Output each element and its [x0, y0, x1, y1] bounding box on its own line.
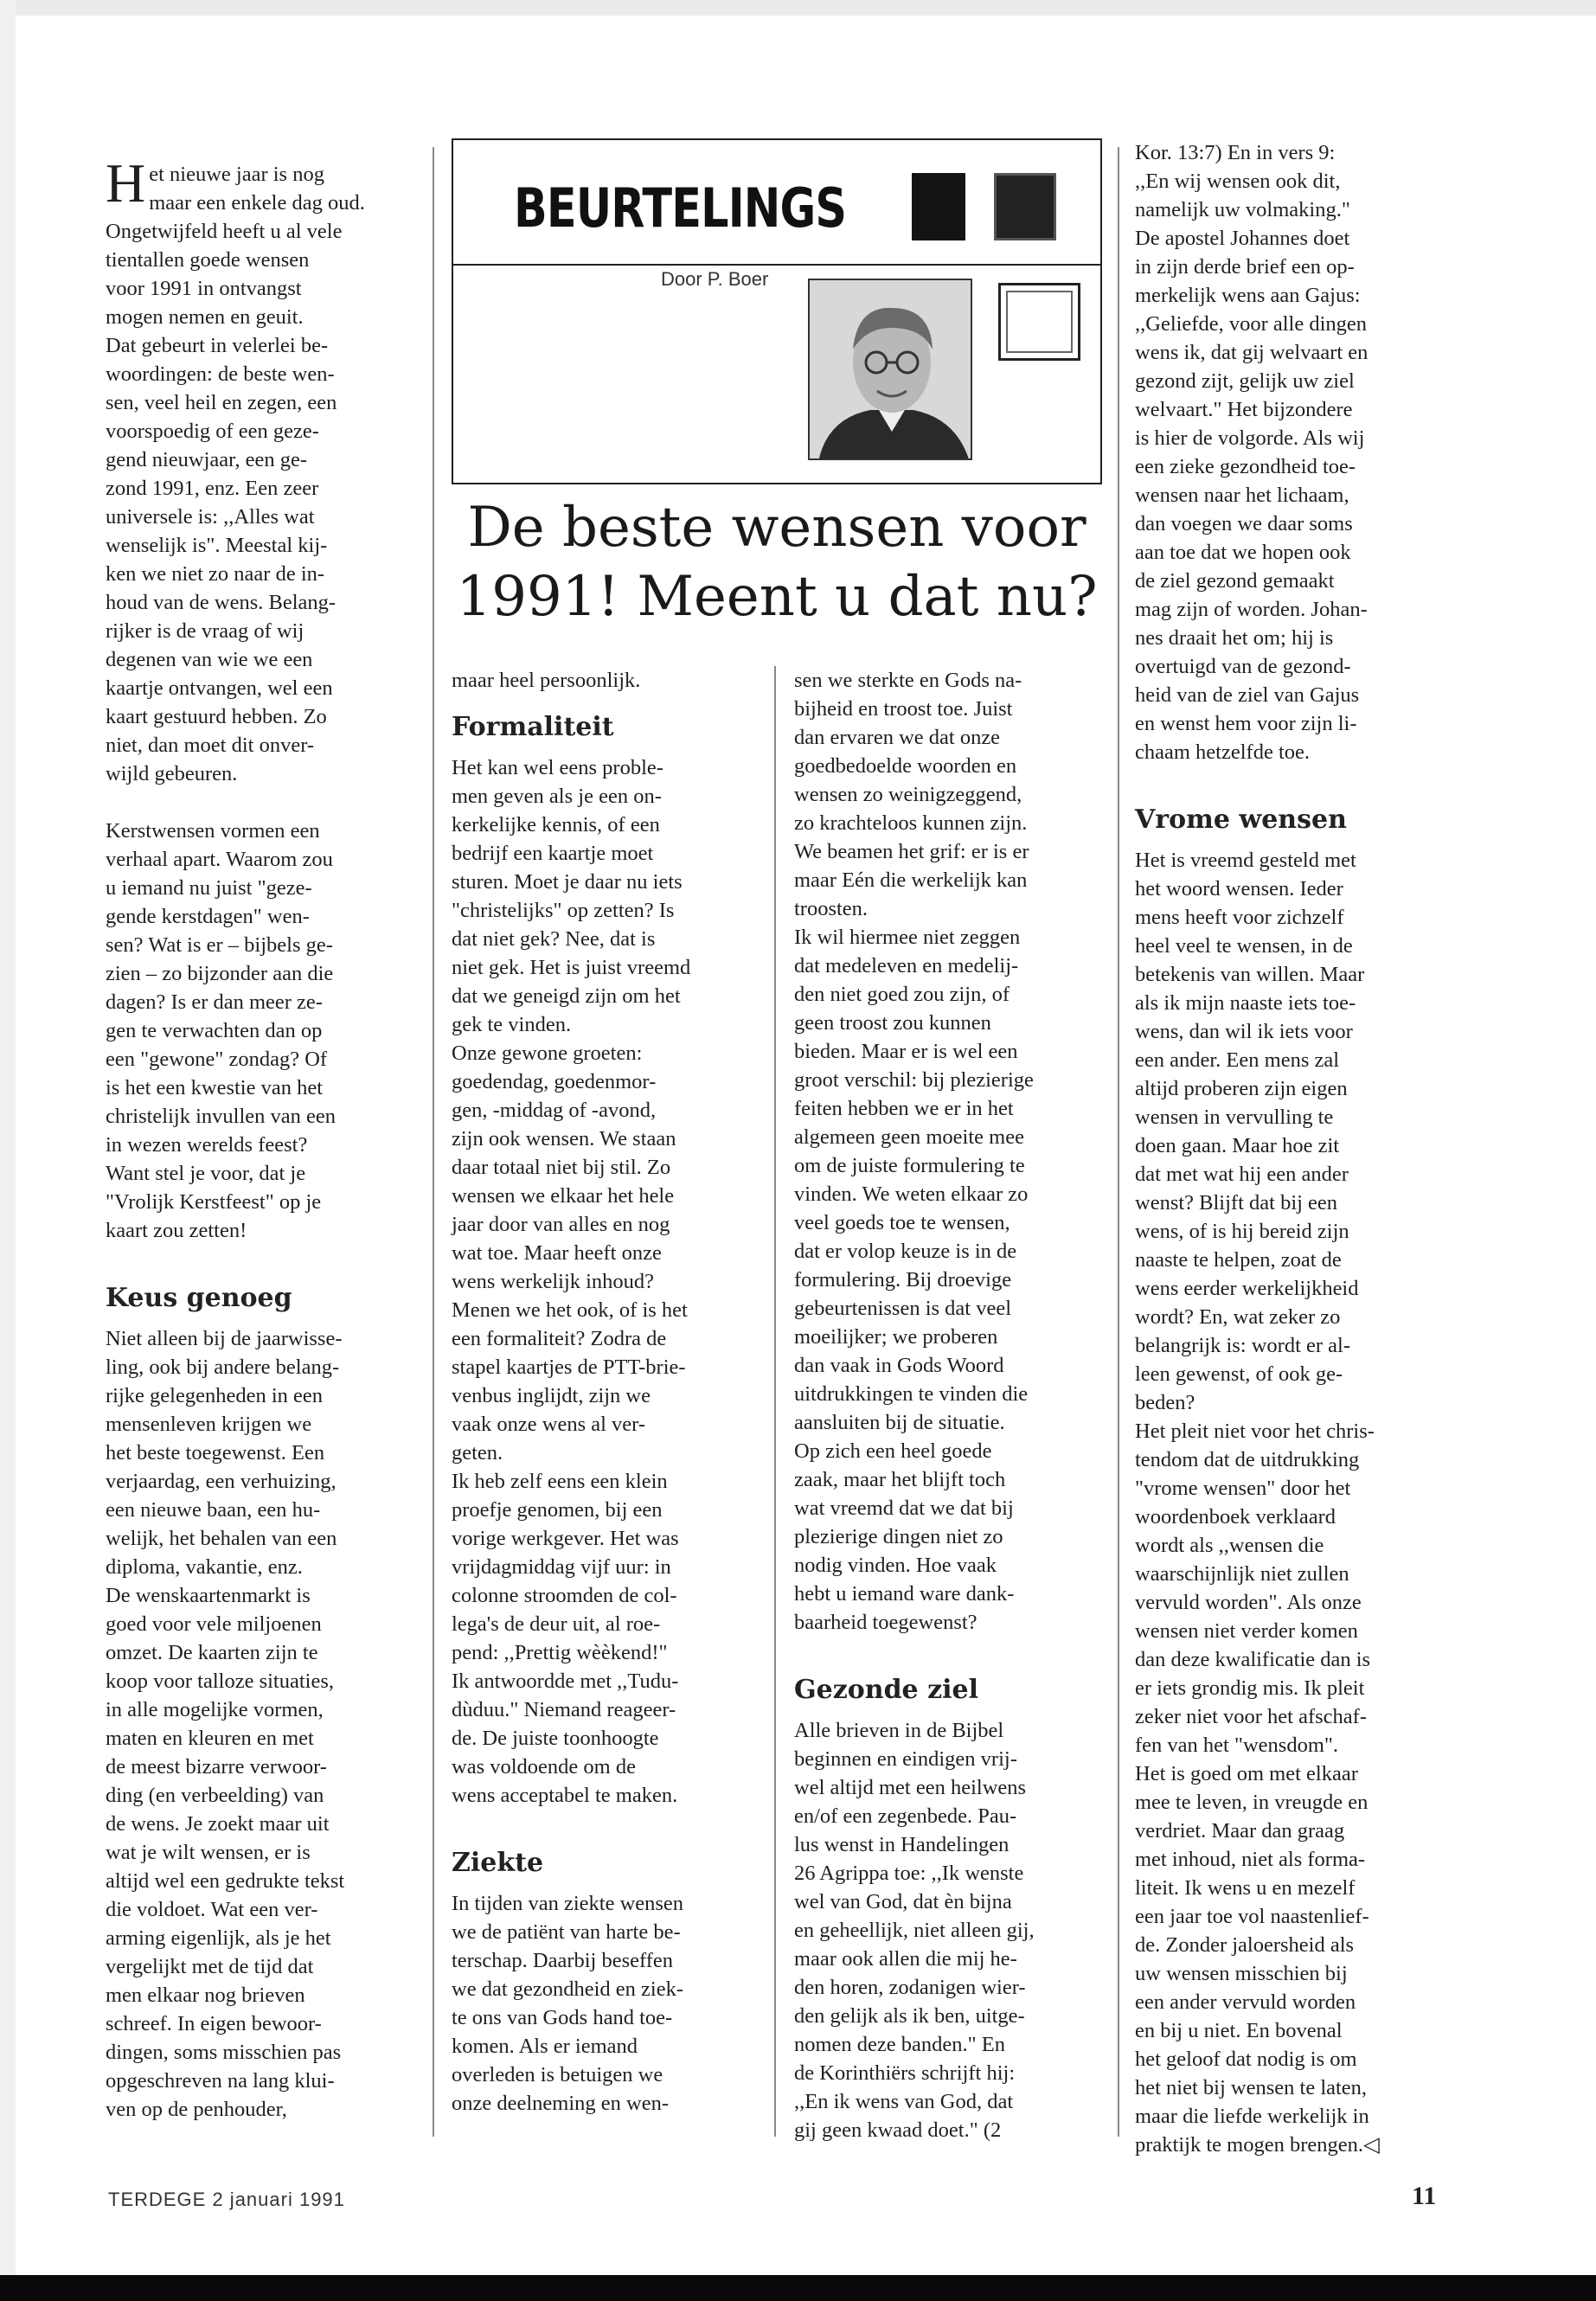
column-2 — [452, 666, 763, 2118]
logo-divider — [453, 264, 1100, 266]
column-rule-3 — [1118, 147, 1119, 2137]
heading-ziekte: Ziekte — [452, 1848, 544, 1878]
column-3 — [794, 666, 1106, 2144]
formaliteit-paragraph: Het kan wel eens proble- men geven als je een on- kerkelijke kennis, of een bedrijf een kaartje moet sturen. Moet je daar nu iets "christelijks" op zetten? Is dat niet gek? Nee, dat is niet gek. Het is juist vreemd dat we geneigd zijn om het gek te vinden. Onze gewone groeten: goedendag, goedenmor- gen, -middag of -avond, zijn ook wensen. We staan daar totaal niet bij stil. Zo wensen we elkaar het hele jaar door van alles en nog wat toe. Maar heeft onze wens werkelijk inhoud? Menen we het ook, of is het een formaliteit? Zodra de stapel kaartjes de PTT-brie- venbus inglijdt, zijn we vaak onze wens al ver- geten. Ik heb zelf eens een klein proefje genomen, bij een vorige werkgever. Het was vrijdagmiddag vijf uur: in colonne stroomden de col- lega's de deur uit, al roe- pend: ,,Prettig wèèkend!" Ik antwoordde met ,,Tudu- dùduu." Niemand reageer- de. De juiste toonhoogte was voldoende om de wens acceptabel te maken. — [452, 756, 691, 1807]
footer-publication: TERDEGE 2 januari 1991 — [108, 2189, 345, 2210]
scan-edge-left — [0, 0, 16, 2301]
drop-cap: H — [106, 152, 146, 214]
end-mark-icon: ◁ — [1362, 2133, 1380, 2157]
ziekte-paragraph: In tijden van ziekte wensen we de patiënt van harte be- terschap. Daarbij beseffen we dat gezondheid en ziek- te ons van Gods hand toe- komen. Als er iemand overleden is betuigen we onze deelneming en wen- — [452, 1892, 684, 2115]
column-rule-1 — [433, 147, 434, 2137]
heading-formaliteit: Formaliteit — [452, 712, 614, 742]
keus-paragraph: Niet alleen bij de jaarwisse- ling, ook bij andere belang- rijke gelegenheden in een mensenleven krijgen we het beste toegewenst. Een verjaardag, een verhuizing, een nieuwe baan, een hu- welijk, het behalen van een diploma, vakantie, enz. De wenskaartenmarkt is goed voor vele miljoenen omzet. De kaarten zijn te koop voor talloze situaties, in alle mogelijke vormen, maten en kleuren en met de meest bizarre verwoor- ding (en verbeelding) van de wens. Je zoekt maar uit wat je wilt wensen, er is altijd wel een gedrukte tekst die voldoet. Wat een ver- arming eigenlijk, als je het vergelijkt met de tijd dat men elkaar nog brieven schreef. In eigen bewoor- dingen, soms misschien pas opgeschreven na lang klui- ven op de penhouder, — [106, 1327, 345, 2121]
author-photo — [808, 279, 972, 460]
author-portrait-image — [810, 280, 972, 460]
column-1 — [106, 152, 421, 2124]
col3-paragraph: sen we sterkte en Gods na- bijheid en troost toe. Juist dan ervaren we dat onze goedbedoelde woorden en wensen zo weinigzeggend, zo krachteloos kunnen zijn. We beamen het grif: er is er maar Eén die werkelijk kan troosten. Ik wil hiermee niet zeggen dat medeleven en medelij- den niet goed zou zijn, of geen troost zou kunnen bieden. Maar er is wel een groot verschil: bij plezierige feiten hebben we er in het algemeen geen moeite mee om de juiste formulering te vinden. We weten elkaar zo veel goeds toe te wensen, dat er volop keuze is in de formulering. Bij droevige gebeurtenissen is dat veel moeilijker; we proberen dan vaak in Gods Woord uitdrukkingen te vinden die aansluiten bij de situatie. Op zich een heel goede zaak, maar het blijft toch wat vreemd dat we dat bij plezierige dingen niet zo nodig vinden. Hoe vaak hebt u iemand ware dank- baarheid toegewenst? — [794, 669, 1034, 1634]
heading-keus-genoeg: Keus genoeg — [106, 1283, 292, 1313]
logo-square-black — [912, 173, 965, 240]
gezonde-ziel-paragraph: Alle brieven in de Bijbel beginnen en eindigen vrij- wel altijd met een heilwens en/of een zegenbede. Pau- lus wenst in Handelingen 26 Agrippa toe: ,,Ik wenste wel van God, dat èn bijna en geheellijk, niet alleen gij, maar ook allen die mij he- den horen, zodanigen wier- den gelijk als ik ben, uitge- nomen deze banden." En de Korinthiërs schrijft hij: ,,En ik wens van God, dat gij geen kwaad doet." (2 — [794, 1719, 1035, 2142]
article-headline: De beste wensen voor 1991! Meent u dat nu? — [456, 496, 1098, 629]
column-rule-2 — [774, 666, 776, 2137]
scan-edge-top — [0, 0, 1596, 16]
intro-paragraph: Het nieuwe jaar is nog maar een enkele dag oud. Ongetwijfeld heeft u al vele tientallen goede wensen voor 1991 in ontvangst mogen nemen en geuit. Dat gebeurt in velerlei be- woordingen: de beste wen- sen, veel heil en zegen, een voorspoedig of een geze- gend nieuwjaar, een ge- zond 1991, enz. Een zeer universele is: ,,Alles wat wenselijk is". Meestal kij- ken we niet zo naar de in- houd van de wens. Belang- rijker is de vraag of wij degenen van wie we een kaartje ontvangen, wel een kaart gestuurd hebben. Zo niet, dan moet dit onver- wijld gebeuren. — [106, 152, 365, 785]
col2-opening-line: maar heel persoonlijk. — [452, 669, 641, 692]
heading-gezonde-ziel: Gezonde ziel — [794, 1675, 978, 1705]
footer-page-number: 11 — [1412, 2182, 1437, 2210]
scan-edge-bottom — [0, 2275, 1596, 2301]
byline: Door P. Boer — [661, 268, 769, 290]
heading-vrome-wensen: Vrome wensen — [1135, 804, 1347, 835]
column-logo-box — [452, 138, 1102, 484]
logo-square-dark — [994, 173, 1056, 240]
logo-title: BEURTELINGS — [514, 176, 847, 240]
kerst-paragraph: Kerstwensen vormen een verhaal apart. Waarom zou u iemand nu juist "geze- gende kerstdagen" wen- sen? Wat is er – bijbels ge- zien – zo bijzonder aan die dagen? Is er dan meer ze- gen te verwachten dan op een "gewone" zondag? Of is het een kwestie van het christelijk invullen van een in wezen werelds feest? Want stel je voor, dat je "Vrolijk Kerstfeest" op je kaart zou zetten! — [106, 819, 337, 1242]
logo-square-outline — [998, 283, 1080, 361]
vrome-wensen-paragraph: Het is vreemd gesteld met het woord wensen. Ieder mens heeft voor zichzelf heel veel te wensen, in de betekenis van willen. Maar als ik mijn naaste iets toe- wens, dan wil ik iets voor een ander. Een mens zal altijd proberen zijn eigen wensen in vervulling te doen gaan. Maar hoe zit dat met wat hij een ander wenst? Blijft dat bij een wens, of is hij bereid zijn naaste te helpen, zoat de wens eerder werkelijkheid wordt? En, wat zeker zo belangrijk is: wordt er al- leen gewenst, of ook ge- beden? Het pleit niet voor het chris- tendom dat de uitdrukking "vrome wensen" door het woordenboek verklaard wordt als ,,wensen die waarschijnlijk niet zullen vervuld worden". Als onze wensen niet verder komen dan deze kwalificatie dan is er iets grondig mis. Ik pleit zeker niet voor het afschaf- fen van het "wensdom". Het is goed om met elkaar mee te leven, in vreugde en verdriet. Maar dan graag met inhoud, niet als forma- liteit. Ik wens u en mezelf een jaar toe vol naastenlief- de. Zonder jaloersheid als uw wensen misschien bij een ander vervuld worden en bij u niet. En bovenal het geloof dat nodig is om het niet bij wensen te laten, maar die liefde werkelijk in praktijk te mogen brengen.◁ — [1135, 849, 1380, 2157]
col4-paragraph: Kor. 13:7) En in vers 9: ,,En wij wensen ook dit, namelijk uw volmaking." De apostel Johannes doet in zijn derde brief een op- merkelijk wens aan Gajus: ,,Geliefde, voor alle dingen wens ik, dat gij welvaart en gezond zijt, gelijk uw ziel welvaart." Het bijzondere is hier de volgorde. Als wij een zieke gezondheid toe- wensen naar het lichaam, dan voegen we daar soms aan toe dat we hopen ook de ziel gezond gemaakt mag zijn of worden. Johan- nes draait het om; hij is overtuigd van de gezond- heid van de ziel van Gajus en wenst hem voor zijn li- chaam hetzelfde toe. — [1135, 141, 1368, 764]
column-4 — [1135, 138, 1464, 2159]
